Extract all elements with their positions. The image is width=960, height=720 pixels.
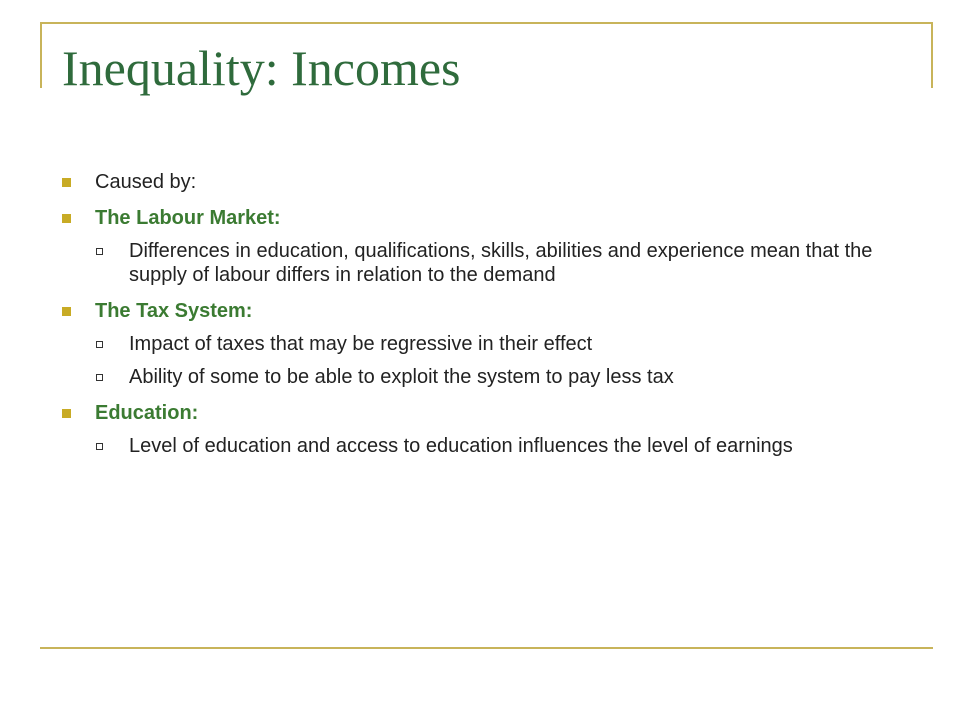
sub-bullet-text: Impact of taxes that may be regressive in their effect: [129, 333, 593, 355]
frame-right-rule: [931, 22, 933, 88]
square-bullet-icon: [62, 307, 71, 316]
square-bullet-icon: [62, 178, 71, 187]
sub-bullet-text: Ability of some to be able to exploit the system to pay less tax: [129, 366, 674, 388]
sub-bullet-text: Differences in education, qualifications, skills, abilities and experience mean that the supply of labour differs in relation to the demand: [129, 240, 873, 286]
heading-text: Education:: [95, 402, 199, 424]
sub-bullet-text: Level of education and access to education influences the level of earnings: [129, 435, 793, 457]
heading-education: [0, 401, 960, 425]
heading-labour-market: [0, 206, 960, 230]
hollow-square-bullet-icon: [96, 341, 103, 348]
bullet-list: [0, 170, 960, 458]
sub-bullet-regressive-taxes: [0, 332, 960, 356]
square-bullet-icon: [62, 214, 71, 223]
hollow-square-bullet-icon: [96, 443, 103, 450]
square-bullet-icon: [62, 409, 71, 418]
sub-bullet-education-access: [0, 434, 960, 458]
hollow-square-bullet-icon: [96, 248, 103, 255]
sub-bullet-exploit-system: [0, 365, 960, 389]
hollow-square-bullet-icon: [96, 374, 103, 381]
frame-bottom-rule: [40, 647, 933, 649]
bullet-text: Caused by:: [95, 171, 197, 193]
bullet-caused-by: [0, 170, 960, 194]
heading-text: The Tax System:: [95, 300, 253, 322]
sub-bullet-labour-differences: [0, 239, 960, 287]
slide-title: Inequality: Incomes: [62, 40, 461, 96]
heading-text: The Labour Market:: [95, 207, 281, 229]
heading-tax-system: [0, 299, 960, 323]
frame-left-rule: [40, 22, 42, 88]
frame-top-rule: [40, 22, 933, 24]
